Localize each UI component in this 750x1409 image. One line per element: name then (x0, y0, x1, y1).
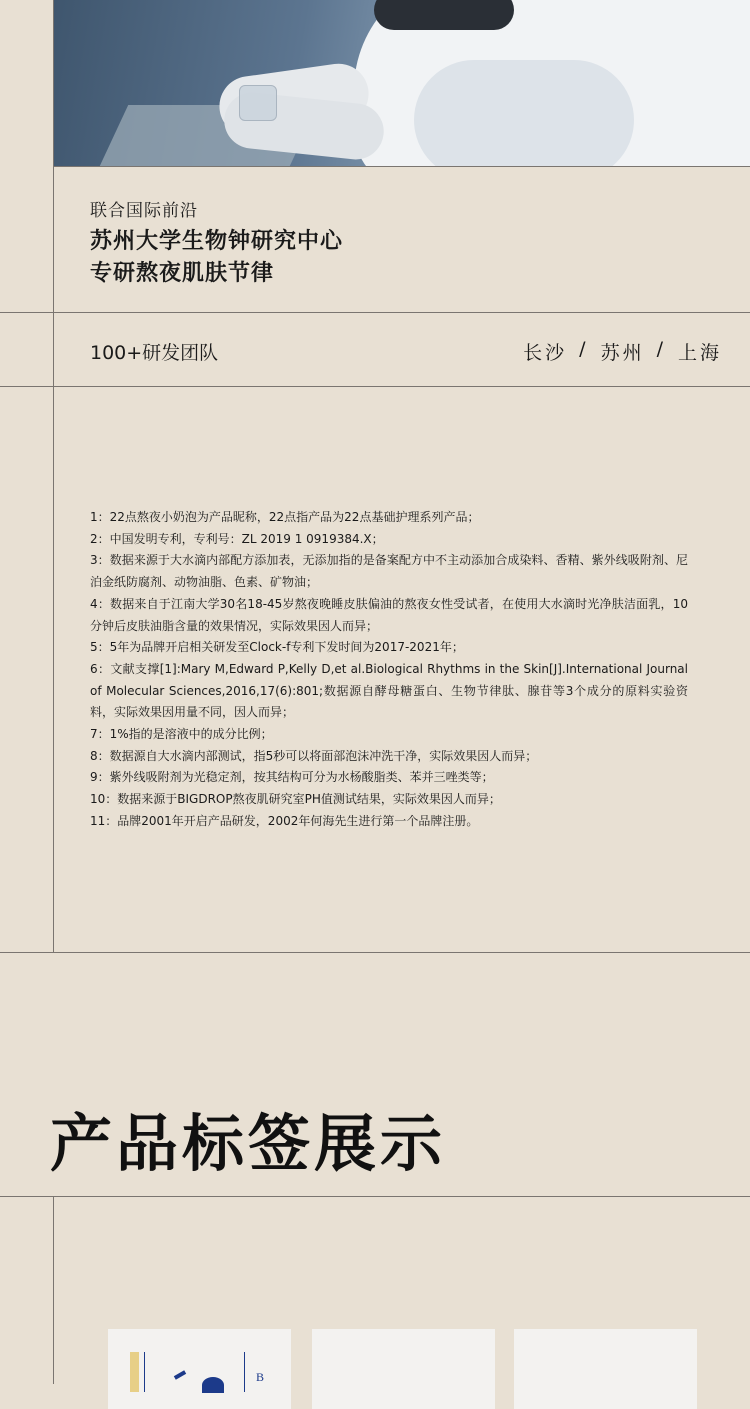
footnote: 10：数据来源于BIGDROP熬夜肌研究室PH值测试结果，实际效果因人而异； (90, 792, 501, 807)
city-shanghai: 上海 (677, 342, 722, 364)
footnote: 5：5年为品牌开启相关研发至Clock-f专利下发时间为2017-2021年； (90, 640, 464, 655)
divider (0, 1196, 750, 1197)
logo-stroke (174, 1370, 186, 1379)
intro-title-line2: 专研熬夜肌肤节律 (90, 261, 275, 286)
city-suzhou: 苏州 (600, 342, 645, 364)
intro-subtitle: 联合国际前沿 (90, 201, 198, 221)
footnote: 6：文献支撑[1]:Mary M,Edward P,Kelly D,et al.Biological Rhythms in the Skin[J].International Journal of Molecular Sciences,2016,17(6):801;数据源自酵母糖蛋白、生物节律肽、腺苷等3个成分的原料实验资料，实际效果因用量不同，因人而异； (90, 661, 688, 720)
city-separator: / (579, 338, 589, 360)
gold-stripe (130, 1352, 139, 1392)
divider (0, 312, 750, 313)
footnote: 1：22点熬夜小奶泡为产品昵称，22点指产品为22点基础护理系列产品； (90, 510, 480, 524)
divider (54, 166, 750, 167)
footnote: 8：数据源自大水滴内部测试，指5秒可以将面部泡沫冲洗干净，实际效果因人而异； (90, 748, 538, 763)
product-label-card[interactable] (108, 1329, 291, 1409)
lab-researcher-photo (54, 0, 750, 166)
label-line (244, 1352, 245, 1392)
footnote: 7：1%指的是溶液中的成分比例； (90, 727, 273, 742)
left-frame-line-bottom (53, 1196, 54, 1384)
footnote: 4：数据来自于江南大学30名18-45岁熬夜晚睡皮肤偏油的熬夜女性受试者，在使用大水滴时光净肤洁面乳，10分钟后皮肤油脂含量的效果情况，实际效果因人而异； (90, 596, 688, 633)
divider (0, 952, 750, 953)
label-text: B (256, 1370, 265, 1384)
footnote: 2：中国发明专利，专利号：ZL 2019 1 0919384.X； (90, 531, 384, 546)
product-label-card[interactable] (514, 1329, 697, 1409)
intro-title-line1: 苏州大学生物钟研究中心 (90, 229, 344, 254)
drop-logo-icon (202, 1377, 224, 1393)
divider (0, 386, 750, 387)
section-title: 产品标签展示 (50, 1107, 447, 1180)
footnote: 3：数据来源于大水滴内部配方添加表，无添加指的是备案配方中不主动添加合成染料、香精、紫外线吸附剂、尼泊金纸防腐剂、动物油脂、色素、矿物油； (90, 553, 688, 590)
footnote: 9：紫外线吸附剂为光稳定剂，按其结构可分为水杨酸脂类、苯并三唑类等； (90, 770, 494, 785)
city-changsha: 长沙 (523, 342, 568, 364)
footnote: 11：品牌2001年开启产品研发，2002年何海先生进行第一个品牌注册。 (90, 813, 479, 828)
city-list (523, 338, 722, 365)
city-separator: / (656, 338, 666, 360)
label-line (144, 1352, 145, 1392)
footnotes (90, 507, 688, 833)
product-label-card[interactable] (312, 1329, 495, 1409)
team-label: 100+研发团队 (90, 342, 219, 364)
